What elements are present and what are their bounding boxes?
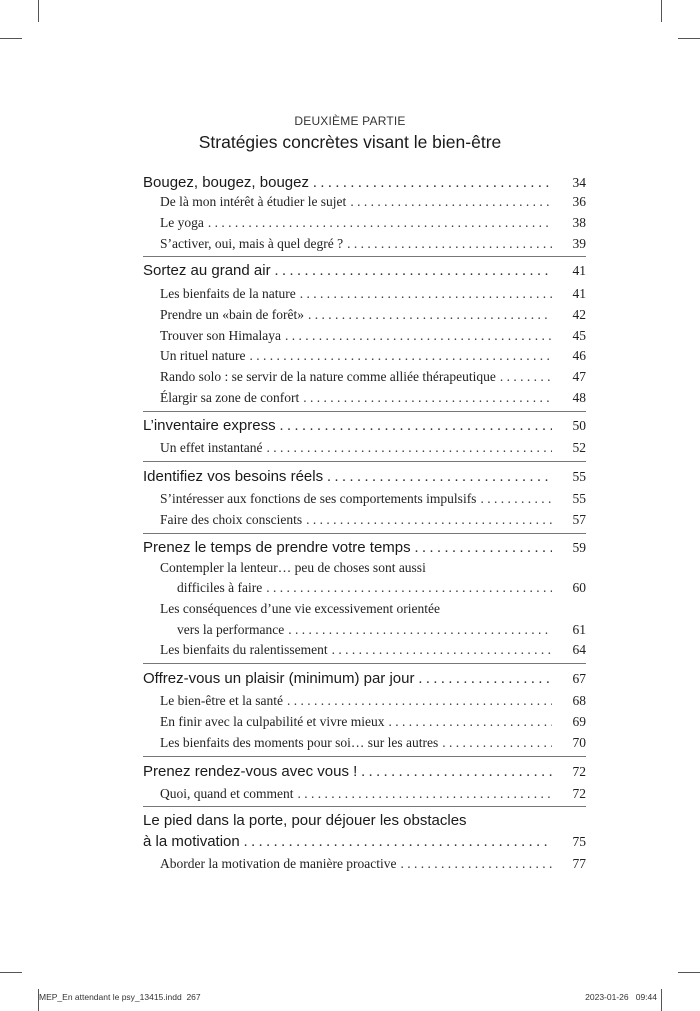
leader-dots	[306, 512, 552, 528]
toc-page-number: 52	[572, 440, 586, 455]
leader-dots	[244, 834, 552, 851]
footer-filename: MEP_En attendant le psy_13415.indd	[39, 992, 182, 1002]
toc-page-number: 38	[572, 215, 586, 230]
part-title: Stratégies concrètes visant le bien-être	[198, 132, 502, 152]
toc-section-row[interactable]	[143, 468, 586, 486]
toc-entry-row[interactable]	[160, 286, 586, 302]
section-divider	[143, 256, 586, 257]
toc-entry-row[interactable]	[177, 580, 586, 596]
toc-entry-row[interactable]	[177, 622, 586, 638]
toc-entry-row[interactable]	[160, 693, 586, 709]
toc-section-row[interactable]	[143, 833, 586, 851]
toc-page-number: 75	[572, 834, 586, 849]
toc-page-number: 69	[572, 714, 586, 729]
leader-dots	[361, 764, 552, 781]
leader-dots	[327, 469, 552, 486]
leader-dots	[389, 714, 552, 730]
toc-page-number: 57	[572, 512, 586, 527]
toc-page-number: 70	[572, 735, 586, 750]
toc-section-title: Identifiez vos besoins réels	[143, 468, 324, 485]
toc-page-number: 77	[572, 856, 586, 871]
toc-entry-title-line1[interactable]: Les conséquences d’une vie excessivement orientée	[160, 601, 441, 616]
leader-dots	[249, 348, 552, 364]
toc-section-title: Bougez, bougez, bougez	[143, 174, 309, 191]
leader-dots	[415, 540, 552, 557]
toc-section-row[interactable]	[143, 670, 586, 688]
footer-date: 2023-01-26	[585, 992, 629, 1002]
footer-file-page: 267	[186, 992, 201, 1002]
toc-page-number: 64	[572, 642, 586, 657]
toc-page-number: 48	[572, 390, 586, 405]
toc-page-number: 50	[572, 418, 586, 433]
toc-section-row[interactable]	[143, 262, 586, 280]
toc-entry-row[interactable]	[160, 307, 586, 323]
leader-dots	[313, 175, 552, 192]
leader-dots	[287, 693, 552, 709]
toc-entry-title: S’intéresser aux fonctions de ses comportements impulsifs	[160, 491, 477, 506]
toc-entry-title-line1[interactable]: Contempler la lenteur… peu de choses sont aussi	[160, 560, 426, 575]
toc-page-number: 39	[572, 236, 586, 251]
toc-entry-title: Les bienfaits du ralentissement	[160, 642, 328, 657]
toc-entry-title: Prendre un «bain de forêt»	[160, 307, 304, 322]
leader-dots	[275, 263, 552, 280]
toc-entry-title: Trouver son Himalaya	[160, 328, 281, 343]
leader-dots	[208, 215, 552, 231]
toc-entry-row[interactable]	[160, 328, 586, 344]
toc-page-number: 55	[572, 491, 586, 506]
toc-page-number: 55	[572, 469, 586, 484]
toc-entry-title: S’activer, oui, mais à quel degré ?	[160, 236, 344, 251]
toc-entry-title: Le bien-être et la santé	[160, 693, 283, 708]
leader-dots	[308, 307, 552, 323]
toc-page-number: 41	[572, 286, 586, 301]
toc-page-number: 60	[572, 580, 586, 595]
toc-page-number: 68	[572, 693, 586, 708]
leader-dots	[480, 491, 552, 507]
toc-entry-title: Les bienfaits de la nature	[160, 286, 296, 301]
toc-entry-row[interactable]	[160, 491, 586, 507]
leader-dots	[280, 418, 552, 435]
toc-section-title: L’inventaire express	[143, 417, 276, 434]
toc-entry-row[interactable]	[160, 714, 586, 730]
toc-entry-row[interactable]	[160, 512, 586, 528]
leader-dots	[266, 440, 552, 456]
toc-page-number: 41	[572, 263, 586, 278]
leader-dots	[500, 369, 552, 385]
footer-timestamp	[585, 992, 657, 1002]
section-divider	[143, 533, 586, 534]
toc-page-number: 72	[572, 764, 586, 779]
toc-entry-title: Élargir sa zone de confort	[160, 390, 300, 405]
toc-page-number: 45	[572, 328, 586, 343]
leader-dots	[266, 580, 552, 596]
section-divider	[143, 663, 586, 664]
toc-page-number: 59	[572, 540, 586, 555]
leader-dots	[300, 286, 552, 302]
toc-entry-row[interactable]	[160, 856, 586, 872]
toc-entry-row[interactable]	[160, 440, 586, 456]
part-label: DEUXIÈME PARTIE	[294, 114, 406, 128]
toc-entry-row[interactable]	[160, 215, 586, 231]
toc-section-title: Sortez au grand air	[143, 262, 271, 279]
toc-page-number: 72	[572, 786, 586, 801]
toc-entry-title: De là mon intérêt à étudier le sujet	[160, 194, 347, 209]
toc-entry-row[interactable]	[160, 194, 586, 210]
toc-page-number: 47	[572, 369, 586, 384]
leader-dots	[297, 786, 552, 802]
toc-section-title: Prenez rendez-vous avec vous !	[143, 763, 358, 780]
toc-section-row[interactable]	[143, 539, 586, 557]
toc-section-title: Offrez-vous un plaisir (minimum) par jour	[143, 670, 415, 687]
footer-file-info	[39, 992, 201, 1002]
toc-entry-title: Les bienfaits des moments pour soi… sur les autres	[160, 735, 439, 750]
leader-dots	[288, 622, 552, 638]
toc-section-row[interactable]	[143, 417, 586, 435]
section-divider	[143, 756, 586, 757]
leader-dots	[442, 735, 552, 751]
toc-page-number: 42	[572, 307, 586, 322]
toc-entry-title: Faire des choix conscients	[160, 512, 303, 527]
leader-dots	[347, 236, 552, 252]
toc-entry-row[interactable]	[160, 369, 586, 385]
toc-entry-row[interactable]	[160, 390, 586, 406]
toc-section-row[interactable]	[143, 763, 586, 781]
toc-entry-row[interactable]	[160, 348, 586, 364]
leader-dots	[418, 671, 552, 688]
toc-entry-title: En finir avec la culpabilité et vivre mieux	[160, 714, 385, 729]
toc-page-number: 67	[572, 671, 586, 686]
toc-section-row[interactable]	[143, 174, 586, 192]
toc-entry-title: Un effet instantané	[160, 440, 263, 455]
toc-section-title: à la motivation	[143, 833, 240, 850]
toc-entry-title: vers la performance	[177, 622, 285, 637]
toc-entry-row[interactable]	[160, 786, 586, 802]
toc-page-number: 61	[572, 622, 586, 637]
leader-dots	[285, 328, 552, 344]
toc-entry-row[interactable]	[160, 735, 586, 751]
section-divider	[143, 806, 586, 807]
toc-page-number: 36	[572, 194, 586, 209]
leader-dots	[350, 194, 552, 210]
section-divider	[143, 411, 586, 412]
toc-section-title-line1[interactable]: Le pied dans la porte, pour déjouer les obstacles	[143, 812, 467, 829]
toc-page-number: 46	[572, 348, 586, 363]
section-divider	[143, 461, 586, 462]
leader-dots	[401, 856, 552, 872]
toc-entry-title: difficiles à faire	[177, 580, 263, 595]
toc-entry-title: Quoi, quand et comment	[160, 786, 294, 801]
toc-entry-row[interactable]	[160, 236, 586, 252]
toc-entry-title: Le yoga	[160, 215, 204, 230]
toc-entry-title: Aborder la motivation de manière proactive	[160, 856, 397, 871]
toc-entry-title: Un rituel nature	[160, 348, 246, 363]
leader-dots	[332, 642, 552, 658]
toc-page-number: 34	[572, 175, 586, 190]
toc-entry-title: Rando solo : se servir de la nature comme alliée thérapeutique	[160, 369, 496, 384]
footer-time: 09:44	[635, 992, 657, 1002]
toc-entry-row[interactable]	[160, 642, 586, 658]
toc-section-title: Prenez le temps de prendre votre temps	[143, 539, 411, 556]
leader-dots	[303, 390, 552, 406]
